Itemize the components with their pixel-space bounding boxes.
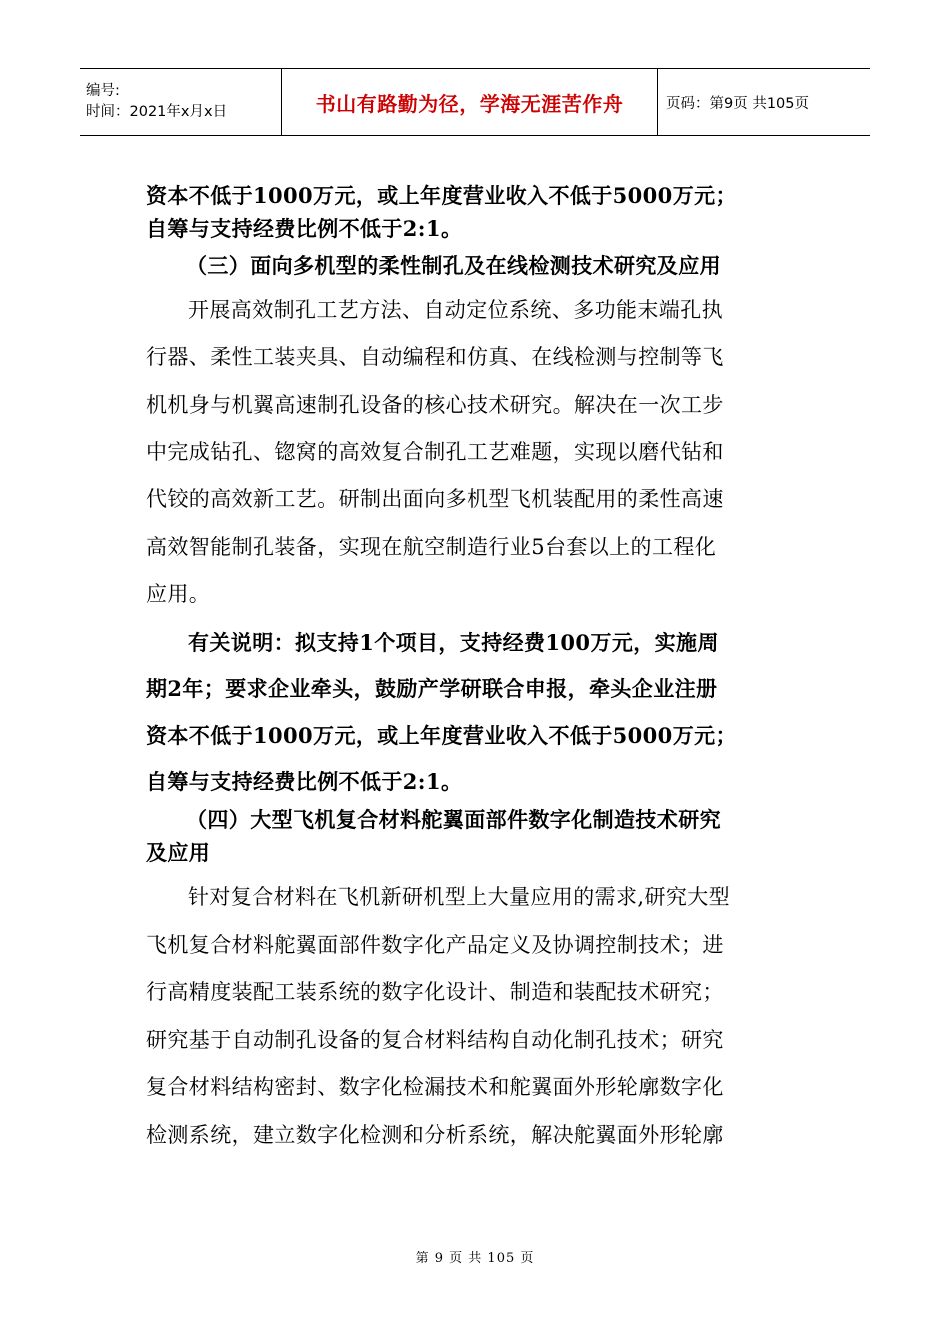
text-line: 资本不低于1000万元，或上年度营业收入不低于5000万元； (146, 723, 737, 748)
document-header (80, 68, 870, 136)
text-line: 复合材料结构密封、数字化检漏技术和舵翼面外形轮廓数字化 (146, 1075, 724, 1099)
text-line: 期2年；要求企业牵头，鼓励产学研联合申报，牵头企业注册 (146, 676, 718, 701)
text-line: 研究基于自动制孔设备的复合材料结构自动化制孔技术；研究 (146, 1028, 724, 1052)
header-meta-cell (80, 69, 282, 135)
header-page-code: 页码：第9页 共105页 (666, 95, 810, 112)
header-number-label: 编号: (86, 83, 120, 99)
text-line: 行器、柔性工装夹具、自动编程和仿真、在线检测与控制等飞 (146, 345, 724, 369)
text-line: 飞机复合材料舵翼面部件数字化产品定义及协调控制技术；进 (146, 933, 724, 957)
header-page-cell (658, 69, 870, 135)
page-footer: 第 9 页 共 105 页 (415, 1251, 535, 1266)
text-line: 资本不低于1000万元，或上年度营业收入不低于5000万元； (146, 183, 737, 208)
section-heading: （三）面向多机型的柔性制孔及在线检测技术研究及应用 (186, 253, 721, 278)
section-heading: 及应用 (146, 840, 211, 865)
header-motto: 书山有路勤为径，学海无涯苦作舟 (315, 91, 624, 116)
text-line: 自筹与支持经费比例不低于2:1。 (146, 769, 463, 794)
section-heading: （四）大型飞机复合材料舵翼面部件数字化制造技术研究 (186, 807, 721, 832)
text-line: 中完成钻孔、锪窝的高效复合制孔工艺难题，实现以磨代钻和 (146, 440, 724, 464)
text-line: 代铰的高效新工艺。研制出面向多机型飞机装配用的柔性高速 (146, 487, 724, 511)
text-line: 有关说明：拟支持1个项目，支持经费100万元，实施周 (188, 630, 719, 655)
text-line: 自筹与支持经费比例不低于2:1。 (146, 216, 463, 241)
text-line: 检测系统，建立数字化检测和分析系统，解决舵翼面外形轮廓 (146, 1123, 724, 1147)
header-time-label: 时间：2021年x月x日 (86, 104, 228, 120)
text-line: 高效智能制孔装备，实现在航空制造行业5台套以上的工程化 (146, 535, 717, 559)
header-motto-cell (282, 69, 658, 135)
text-line: 开展高效制孔工艺方法、自动定位系统、多功能末端孔执 (188, 298, 723, 322)
text-line: 应用。 (146, 582, 211, 606)
text-line: 行高精度装配工装系统的数字化设计、制造和装配技术研究； (146, 980, 724, 1004)
text-line: 机机身与机翼高速制孔设备的核心技术研究。解决在一次工步 (146, 393, 724, 417)
text-line: 针对复合材料在飞机新研机型上大量应用的需求,研究大型 (188, 885, 731, 909)
